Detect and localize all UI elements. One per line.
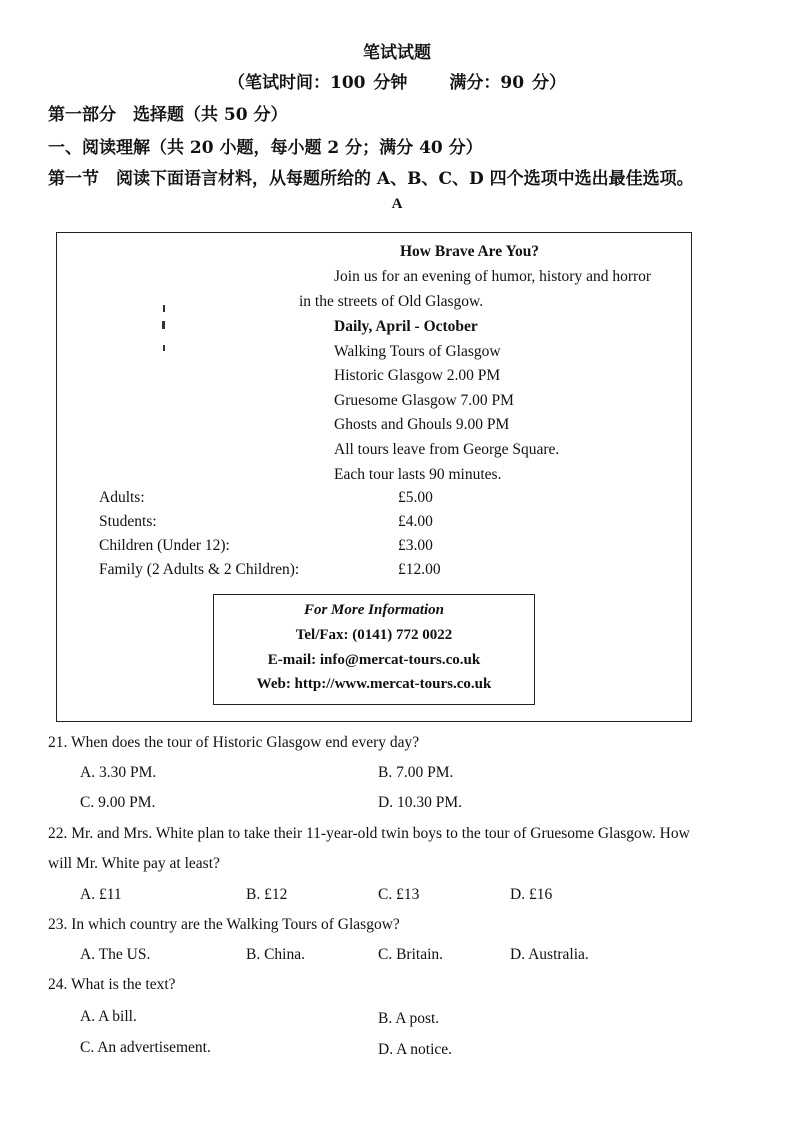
section-heading: 一、阅读理解（共 20 小题，每小题 2 分；满分 40 分） (48, 138, 483, 158)
exam-time: （笔试时间：100 分钟 (228, 73, 408, 93)
ad-line: All tours leave from George Square. (334, 441, 560, 458)
section-instruction: 第一节 阅读下面语言材料，从每题所给的 A、B、C、D 四个选项中选出最佳选项。 (48, 169, 694, 189)
option-c: C. An advertisement. (80, 1039, 211, 1056)
question-stem: 24. What is the text? (48, 976, 176, 993)
option-d: D. 10.30 PM. (378, 794, 462, 811)
option-c: C. 9.00 PM. (80, 794, 156, 811)
option-d: D. £16 (510, 886, 553, 903)
option-b: B. A post. (378, 1010, 440, 1027)
part-heading: 第一部分 选择题（共 50 分） (48, 105, 288, 125)
question-stem: 23. In which country are the Walking Tours of Glasgow? (48, 916, 400, 933)
question-stem-continued: will Mr. White pay at least? (48, 855, 220, 872)
page-title: 笔试试题 (363, 43, 431, 63)
contact-info-box (213, 594, 535, 705)
price-value: £12.00 (398, 561, 441, 578)
ad-intro-line-2: in the streets of Old Glasgow. (299, 293, 484, 310)
price-label: Family (2 Adults & 2 Children): (99, 561, 300, 578)
option-c: C. Britain. (378, 946, 444, 963)
option-a: A. £11 (80, 886, 122, 903)
scan-mark (162, 321, 165, 329)
option-d: D. Australia. (510, 946, 589, 963)
ad-schedule-heading: Daily, April - October (334, 318, 478, 335)
option-a: A. 3.30 PM. (80, 764, 157, 781)
price-label: Students: (99, 513, 157, 530)
scan-mark (163, 345, 165, 351)
price-value: £3.00 (398, 537, 433, 554)
passage-letter: A (391, 196, 403, 212)
scan-mark (163, 305, 165, 312)
ad-intro-line-1: Join us for an evening of humor, history and horror (334, 268, 652, 285)
option-a: A. The US. (80, 946, 151, 963)
price-value: £5.00 (398, 489, 433, 506)
ad-line: Historic Glasgow 2.00 PM (334, 367, 501, 384)
question-stem: 21. When does the tour of Historic Glasgow end every day? (48, 734, 420, 751)
advertisement-box (56, 232, 692, 722)
price-label: Children (Under 12): (99, 537, 230, 554)
ad-line: Ghosts and Ghouls 9.00 PM (334, 416, 510, 433)
option-d: D. A notice. (378, 1041, 453, 1058)
exam-time-and-score (0, 68, 794, 93)
info-email: E-mail: info@mercat-tours.co.uk (267, 652, 481, 668)
option-b: B. 7.00 PM. (378, 764, 454, 781)
option-b: B. China. (246, 946, 305, 963)
question-stem: 22. Mr. and Mrs. White plan to take their 11-year-old twin boys to the tour of Gruesome Glasgow. How (48, 825, 690, 842)
option-b: B. £12 (246, 886, 288, 903)
price-value: £4.00 (398, 513, 433, 530)
exam-total-score: 满分：90 分） (449, 73, 566, 93)
ad-line: Each tour lasts 90 minutes. (334, 466, 502, 483)
price-label: Adults: (99, 489, 145, 506)
option-c: C. £13 (378, 886, 420, 903)
option-a: A. A bill. (80, 1008, 137, 1025)
info-heading: For More Information (303, 602, 445, 618)
info-tel: Tel/Fax: (0141) 772 0022 (295, 627, 453, 643)
ad-line: Walking Tours of Glasgow (334, 343, 501, 360)
ad-title: How Brave Are You? (400, 243, 540, 260)
ad-line: Gruesome Glasgow 7.00 PM (334, 392, 514, 409)
info-web: Web: http://www.mercat-tours.co.uk (256, 676, 492, 692)
